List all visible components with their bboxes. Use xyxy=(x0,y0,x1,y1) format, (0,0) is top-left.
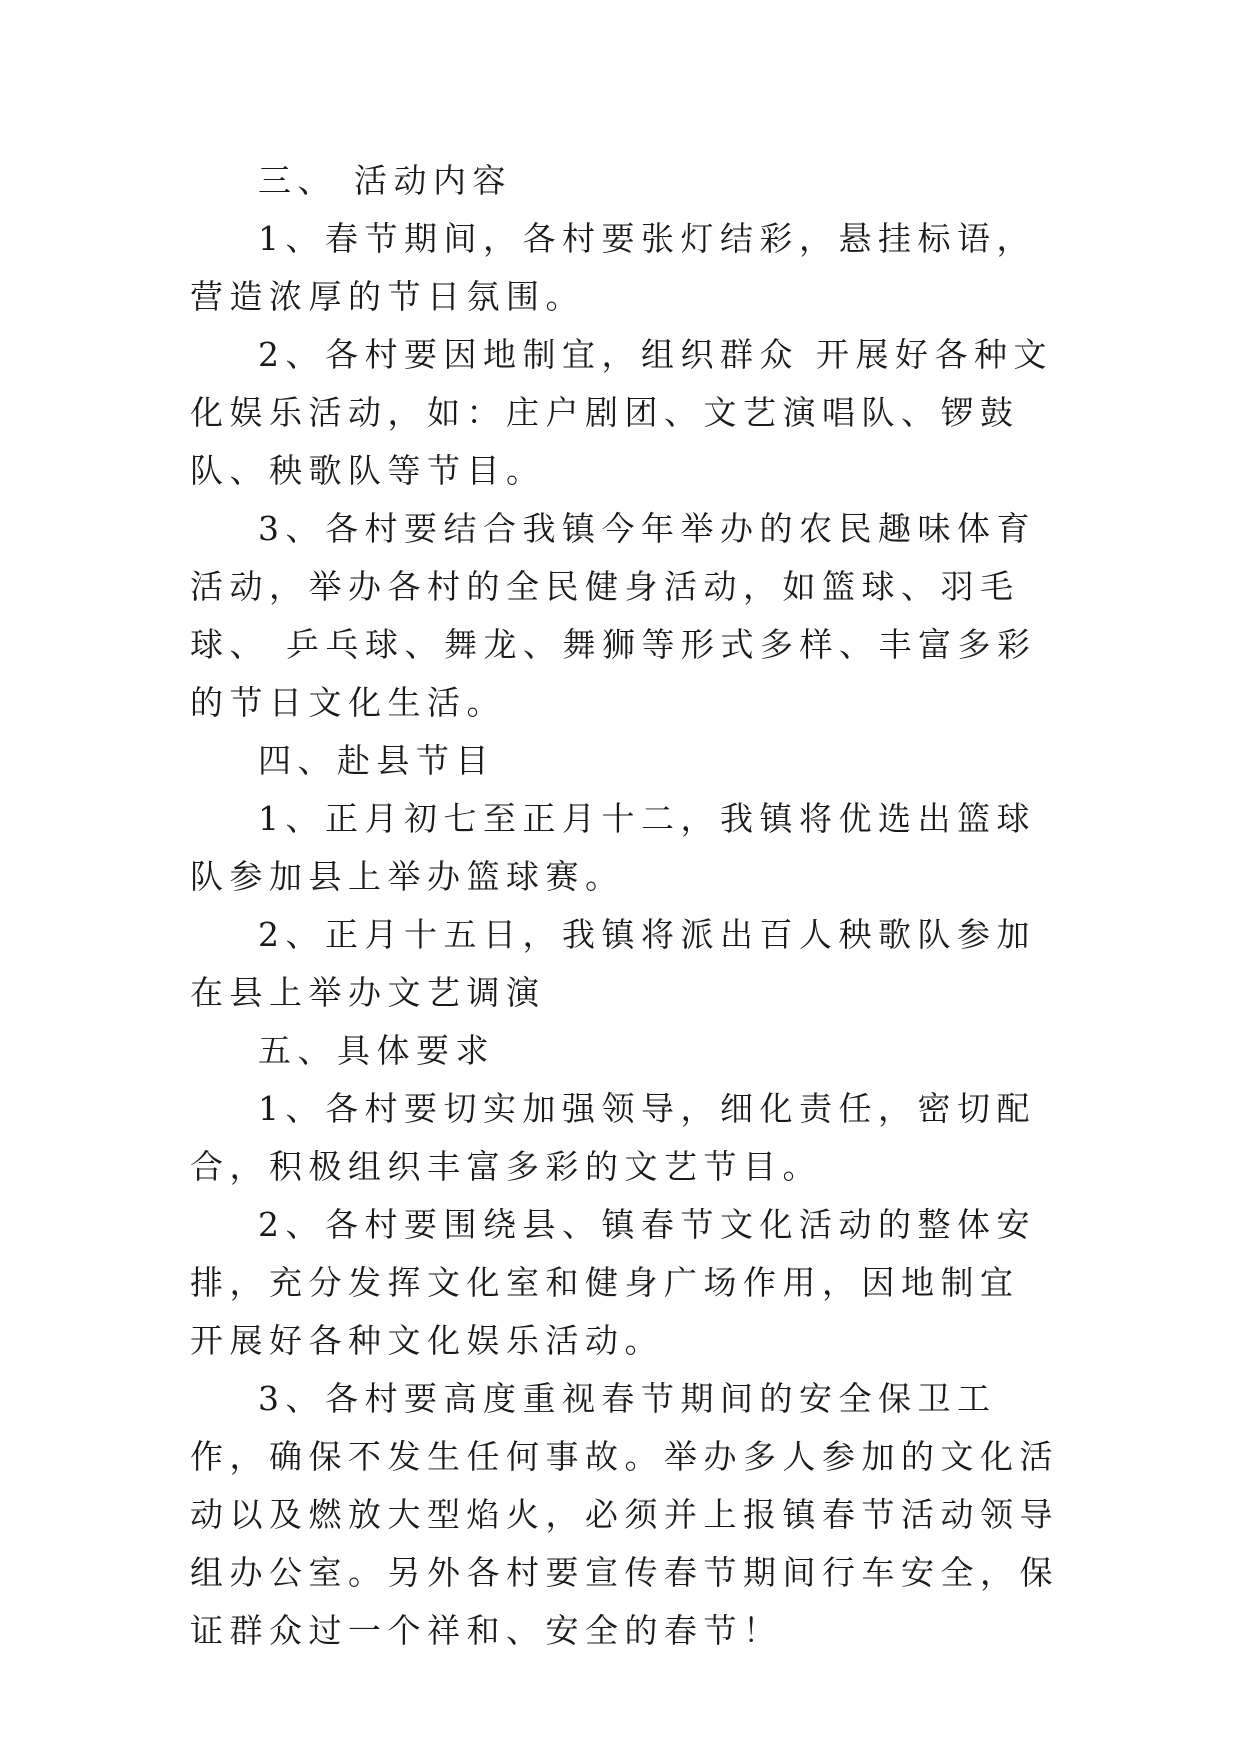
section-heading-county-programs: 四、赴县节目 xyxy=(258,741,495,780)
section-heading-activities: 三、 活动内容 xyxy=(258,161,512,200)
paragraph-requirement-2: 2、各村要围绕县、镇春节文化活动的整体安排，充分发挥文化室和健身广场作用，因地制宜 开展好各种文化娱乐活动。 xyxy=(190,1205,1036,1360)
document-body xyxy=(190,152,1060,1660)
paragraph-requirement-1: 1、各村要切实加强领导，细化责任，密切配合，积极组织丰富多彩的文艺节目。 xyxy=(190,1089,1036,1186)
paragraph-activity-1: 1、春节期间，各村要张灯结彩，悬挂标语，营造浓厚的节日氛围。 xyxy=(190,219,1036,316)
section-heading-requirements: 五、具体要求 xyxy=(258,1031,495,1070)
paragraph-activity-2: 2、各村要因地制宜，组织群众 开展好各种文化娱乐活动，如：庄户剧团、文艺演唱队、锣鼓队、秧歌队等节目。 xyxy=(190,335,1053,490)
paragraph-requirement-3: 3、各村要高度重视春节期间的安全保卫工作，确保不发生任何事故。举办多人参加的文化活动以及燃放大型焰火，必须并上报镇春节活动领导组办公室。另外各村要宣传春节期间行车安全，保证群众过一个祥和、安全的春节！ xyxy=(190,1379,1059,1650)
paragraph-county-2: 2、正月十五日，我镇将派出百人秧歌队参加在县上举办文艺调演 xyxy=(190,915,1036,1012)
paragraph-activity-3: 3、各村要结合我镇今年举办的农民趣味体育活动，举办各村的全民健身活动，如篮球、羽毛球、 乒乓球、舞龙、舞狮等形式多样、丰富多彩的节日文化生活。 xyxy=(190,509,1037,722)
paragraph-county-1: 1、正月初七至正月十二，我镇将优选出篮球队参加县上举办篮球赛。 xyxy=(190,799,1036,896)
